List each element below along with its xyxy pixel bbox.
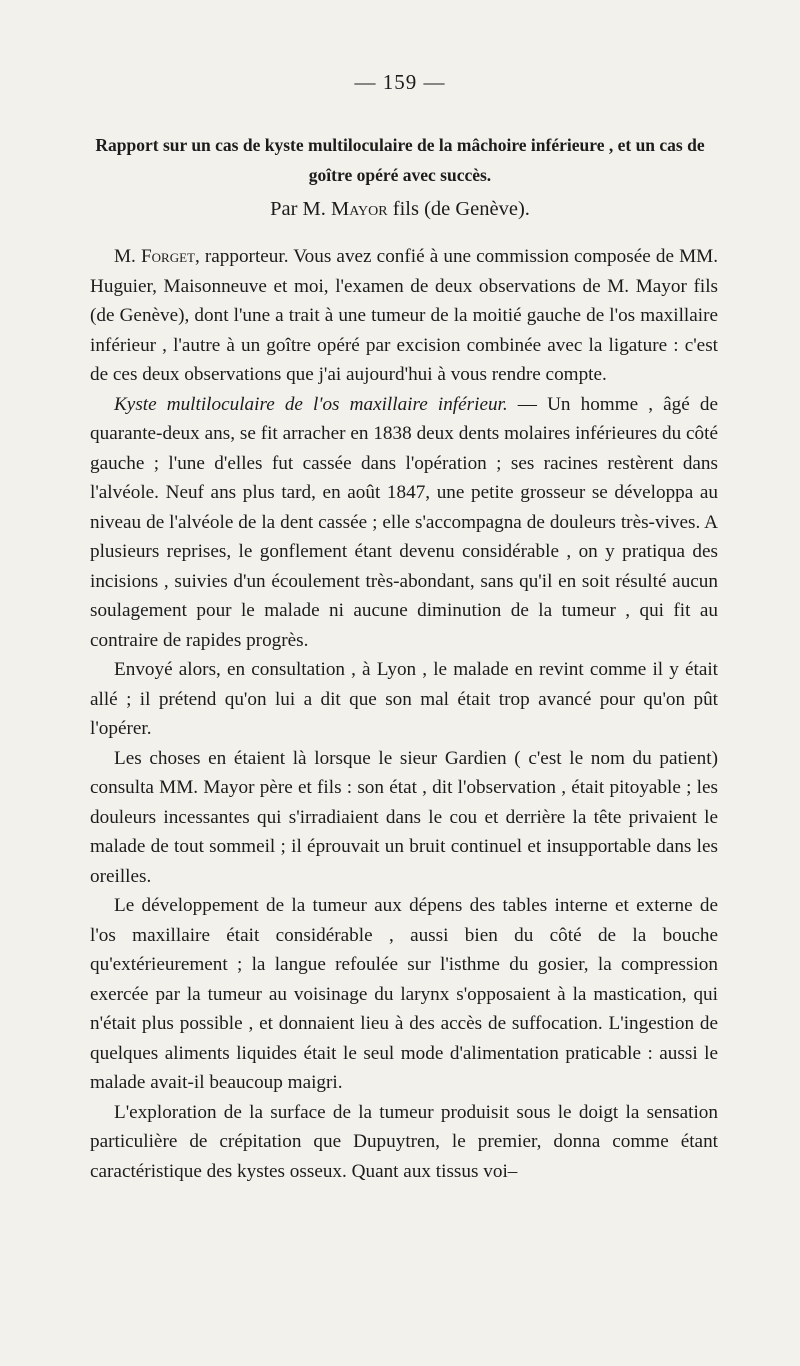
paragraph-4: [90, 744, 718, 892]
article-title: Rapport sur un cas de kyste multiloculaire de la mâchoire inférieure , et un cas de goître opéré avec succès.: [95, 135, 705, 185]
paragraph-6-text: L'exploration de la surface de la tumeur produisit sous le doigt la sensation particulière de crépitation que Dupuytren, le premier, donna comme étant caractéristique des kystes osseux. Quant aux tissus voi–: [90, 1101, 718, 1182]
byline-prefix: Par M.: [270, 198, 326, 220]
paragraph-2-text: — Un homme , âgé de quarante-deux ans, se fit arracher en 1838 deux dents molaires inférieures du côté gauche ; l'une d'elles fut cassée dans l'opération ; ses racines restèrent dans l'alvéole. Neuf ans plus tard, en août 1847, une petite grosseur se développa au niveau de l'alvéole de la dent cassée ; elle s'accompagna de douleurs très-vives. A plusieurs reprises, le gonflement étant devenu considérable , on y pratiqua des incisions , suivies d'un écoulement très-abondant, sans qu'il en soit résulté aucun soulagement pour le malade ni aucune diminution de la tumeur , qui fit au contraire de rapides progrès.: [90, 393, 718, 651]
paragraph-4-text: Les choses en étaient là lorsque le sieur Gardien ( c'est le nom du patient) consulta MM. Mayor père et fils : son état , dit l'observation , était pitoyable ; les douleurs incessantes qui s'irradiaient dans le cou et derrière la tête privaient le malade de tout sommeil ; il éprouvait un bruit continuel et insupportable dans les oreilles.: [90, 747, 718, 887]
paragraph-3: [90, 655, 718, 744]
paragraph-5: [90, 891, 718, 1098]
paragraph-5-text: Le développement de la tumeur aux dépens des tables interne et externe de l'os maxillaire était considérable , aussi bien du côté de la bouche qu'extérieurement ; la langue refoulée sur l'isthme du gosier, la compression exercée par la tumeur au voisinage du larynx s'opposaient à la mastication, qui n'était plus possible , et donnaient lieu à des accès de suffocation. L'ingestion de quelques aliments liquides était le seul mode d'alimentation praticable : aussi le malade avait-il beaucoup maigri.: [90, 895, 718, 1093]
paragraph-1-lead: M. Forget: [114, 246, 195, 267]
byline-suffix: fils (de Genève).: [392, 198, 530, 220]
paragraph-2-lead: Kyste multiloculaire de l'os maxillaire inférieur.: [114, 393, 508, 415]
paragraph-3-text: Envoyé alors, en consultation , à Lyon , le malade en revint comme il y était allé ; il prétend qu'on lui a dit que son mal était trop avancé pour qu'on pût l'opérer.: [90, 659, 718, 739]
byline: [0, 198, 800, 221]
paragraph-6: [90, 1098, 718, 1187]
paragraph-1-text: , rapporteur. Vous avez confié à une commission composée de MM. Huguier, Maisonneuve et moi, l'examen de deux observations de M. Mayor fils (de Genève), dont l'une a trait à une tumeur de la moitié gauche de l'os maxillaire inférieur , l'autre à un goître opéré par excision combinée avec la ligature : c'est de ces deux observations que j'ai aujourd'hui à vous rendre compte.: [90, 246, 718, 385]
paragraph-1: [90, 242, 718, 390]
article-body: [90, 242, 718, 1186]
byline-author: Mayor: [331, 198, 388, 220]
page-number: — 159 —: [354, 70, 446, 94]
paragraph-2: [90, 390, 718, 656]
